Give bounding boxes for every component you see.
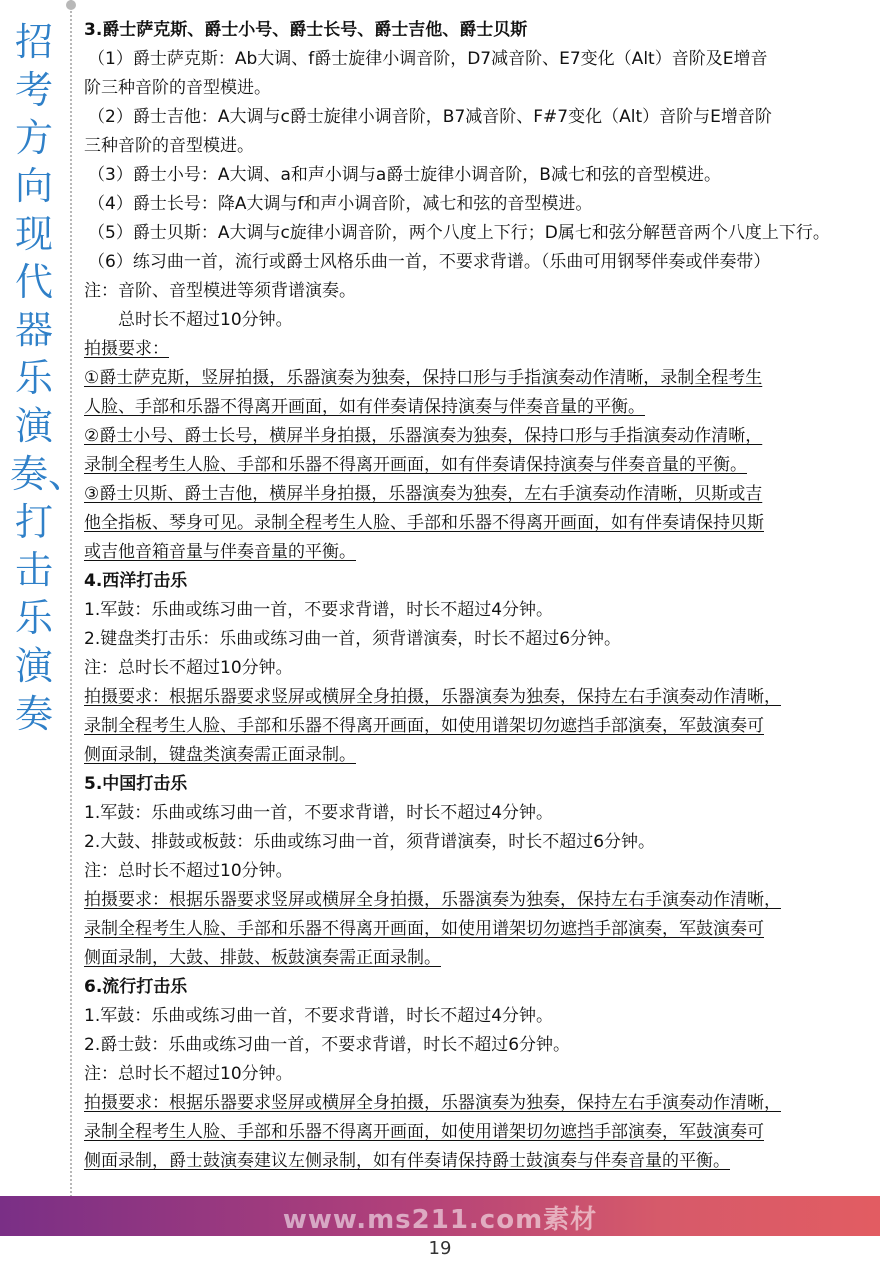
filming-requirement-line: 拍摄要求：根据乐器要求竖屏或横屏全身拍摄，乐器演奏为独奏，保持左右手演奏动作清晰， xyxy=(84,890,781,910)
filming-requirement-line: ②爵士小号、爵士长号，横屏半身拍摄，乐器演奏为独奏，保持口形与手指演奏动作清晰， xyxy=(84,426,763,446)
section-heading-jazz: 3.爵士萨克斯、爵士小号、爵士长号、爵士吉他、爵士贝斯 xyxy=(84,20,528,40)
filming-requirement-line: ③爵士贝斯、爵士吉他，横屏半身拍摄，乐器演奏为独奏，左右手演奏动作清晰，贝斯或吉 xyxy=(84,484,763,504)
filming-requirement-label: 拍摄要求： xyxy=(84,339,169,359)
paragraph-line: （4）爵士长号：降A大调与f和声小调音阶，减七和弦的音型模进。 xyxy=(88,194,593,214)
filming-requirement-line: ①爵士萨克斯，竖屏拍摄，乐器演奏为独奏，保持口形与手指演奏动作清晰，录制全程考生 xyxy=(84,368,763,388)
paragraph-line: （2）爵士吉他：A大调与c爵士旋律小调音阶，B7减音阶、F#7变化（Alt）音阶与E增音阶 xyxy=(88,107,772,127)
dotted-divider xyxy=(70,0,72,1205)
section-heading-pop-percussion: 6.流行打击乐 xyxy=(84,977,188,997)
paragraph-line: 2.大鼓、排鼓或板鼓：乐曲或练习曲一首，须背谱演奏，时长不超过6分钟。 xyxy=(84,832,656,852)
note-line: 注：总时长不超过10分钟。 xyxy=(84,658,293,678)
paragraph-line: （6）练习曲一首，流行或爵士风格乐曲一首，不要求背谱。（乐曲可用钢琴伴奏或伴奏带） xyxy=(88,252,771,272)
section-heading-western-percussion: 4.西洋打击乐 xyxy=(84,571,188,591)
filming-requirement-line: 他全指板、琴身可见。录制全程考生人脸、手部和乐器不得离开画面，如有伴奏请保持贝斯 xyxy=(84,513,764,533)
page-number: 19 xyxy=(428,1238,452,1259)
paragraph-line: 2.爵士鼓：乐曲或练习曲一首，不要求背谱，时长不超过6分钟。 xyxy=(84,1035,571,1055)
watermark: www.ms211.com素材 xyxy=(282,1205,598,1235)
paragraph-line: （1）爵士萨克斯：Ab大调、f爵士旋律小调音阶，D7减音阶、E7变化（Alt）音阶及E增音 xyxy=(88,49,768,69)
filming-requirement-line: 侧面录制，键盘类演奏需正面录制。 xyxy=(84,745,356,765)
note-line: 注：音阶、音型模进等须背谱演奏。 xyxy=(84,281,356,301)
filming-requirement-line: 录制全程考生人脸、手部和乐器不得离开画面，如有伴奏请保持演奏与伴奏音量的平衡。 xyxy=(84,455,747,475)
document-body xyxy=(84,16,874,1176)
filming-requirement-line: 侧面录制，大鼓、排鼓、板鼓演奏需正面录制。 xyxy=(84,948,441,968)
paragraph-line: 2.键盘类打击乐：乐曲或练习曲一首，须背谱演奏，时长不超过6分钟。 xyxy=(84,629,622,649)
paragraph-line: （5）爵士贝斯：A大调与c旋律小调音阶，两个八度上下行；D属七和弦分解琶音两个八度上下行。 xyxy=(88,223,830,243)
filming-requirement-line: 拍摄要求：根据乐器要求竖屏或横屏全身拍摄，乐器演奏为独奏，保持左右手演奏动作清晰， xyxy=(84,1093,781,1113)
filming-requirement-line: 录制全程考生人脸、手部和乐器不得离开画面，如使用谱架切勿遮挡手部演奏，军鼓演奏可 xyxy=(84,716,764,736)
filming-requirement-line: 或吉他音箱音量与伴奏音量的平衡。 xyxy=(84,542,356,562)
section-heading-chinese-percussion: 5.中国打击乐 xyxy=(84,774,188,794)
note-line: 注：总时长不超过10分钟。 xyxy=(84,861,293,881)
filming-requirement-line: 录制全程考生人脸、手部和乐器不得离开画面，如使用谱架切勿遮挡手部演奏，军鼓演奏可 xyxy=(84,1122,764,1142)
paragraph-line: 1.军鼓：乐曲或练习曲一首，不要求背谱，时长不超过4分钟。 xyxy=(84,803,554,823)
paragraph-line: 三种音阶的音型模进。 xyxy=(84,136,254,156)
paragraph-line: 1.军鼓：乐曲或练习曲一首，不要求背谱，时长不超过4分钟。 xyxy=(84,1006,554,1026)
paragraph-line: 阶三种音阶的音型模进。 xyxy=(84,78,271,98)
note-line: 注：总时长不超过10分钟。 xyxy=(84,1064,293,1084)
filming-requirement-line: 录制全程考生人脸、手部和乐器不得离开画面，如使用谱架切勿遮挡手部演奏，军鼓演奏可 xyxy=(84,919,764,939)
note-line: 总时长不超过10分钟。 xyxy=(118,310,293,330)
paragraph-line: 1.军鼓：乐曲或练习曲一首，不要求背谱，时长不超过4分钟。 xyxy=(84,600,554,620)
paragraph-line: （3）爵士小号：A大调、a和声小调与a爵士旋律小调音阶，B减七和弦的音型模进。 xyxy=(88,165,721,185)
filming-requirement-line: 侧面录制，爵士鼓演奏建议左侧录制，如有伴奏请保持爵士鼓演奏与伴奏音量的平衡。 xyxy=(84,1151,730,1171)
divider-top-dot xyxy=(66,0,76,10)
section-sidebar-title: 招考方向 现代器乐演奏、打击乐演奏 xyxy=(10,20,87,736)
filming-requirement-line: 拍摄要求：根据乐器要求竖屏或横屏全身拍摄，乐器演奏为独奏，保持左右手演奏动作清晰， xyxy=(84,687,781,707)
filming-requirement-line: 人脸、手部和乐器不得离开画面，如有伴奏请保持演奏与伴奏音量的平衡。 xyxy=(84,397,645,417)
